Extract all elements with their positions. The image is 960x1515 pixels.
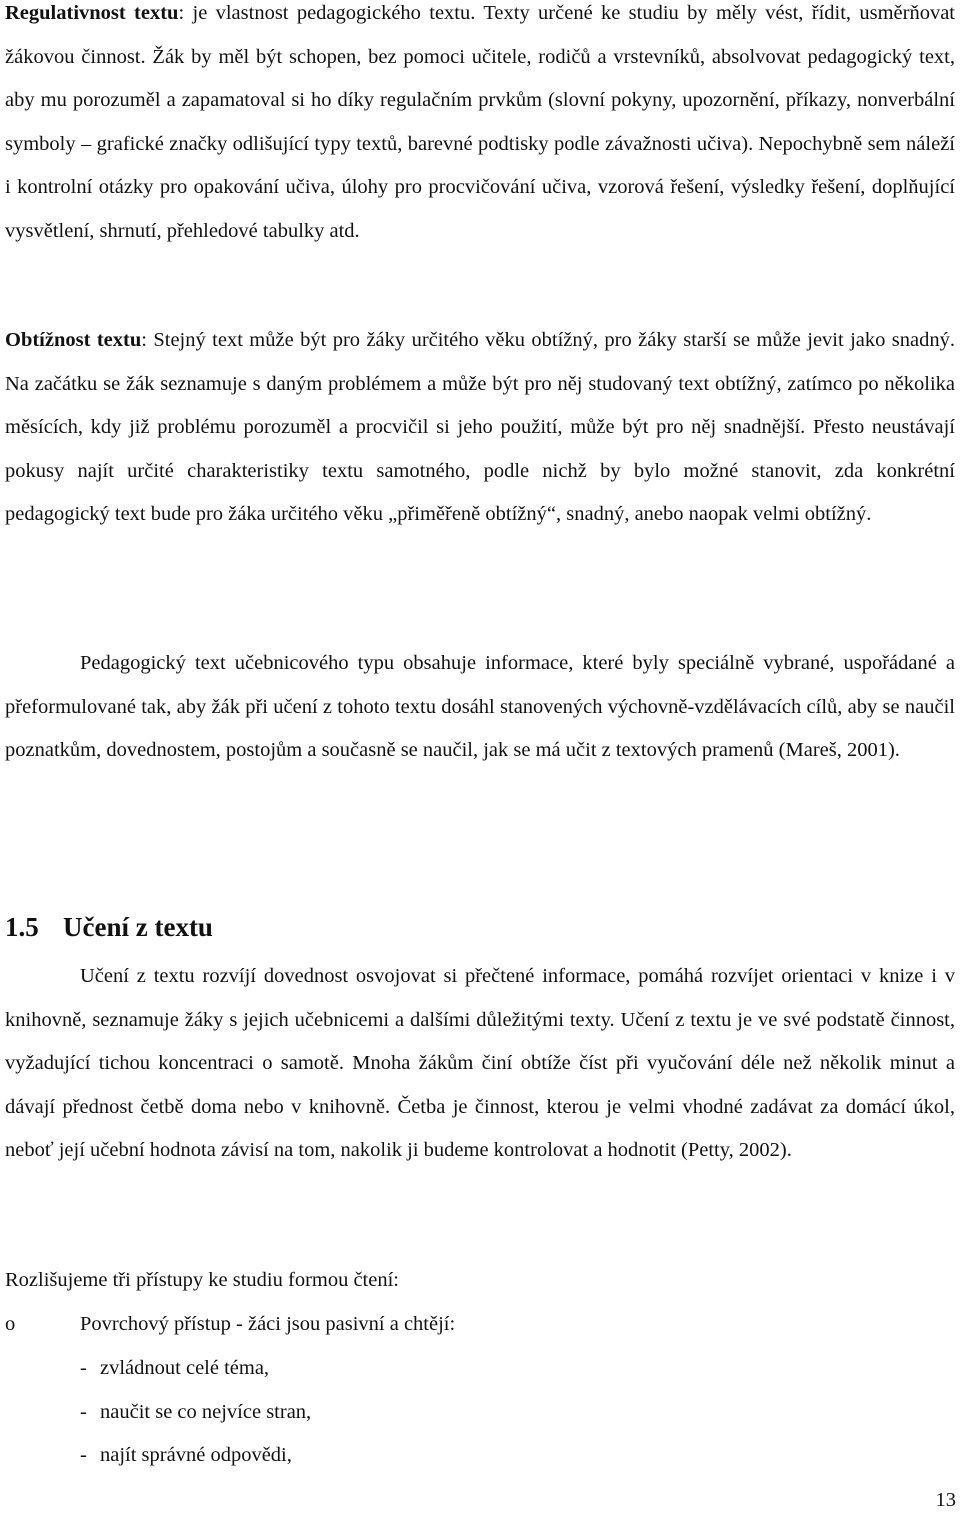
list-item-text: najít správné odpovědi, — [100, 1444, 292, 1467]
list-item — [5, 1303, 955, 1347]
sub-list — [5, 1347, 955, 1478]
list-item-text: Povrchový přístup - žáci jsou pasivní a chtějí: — [80, 1313, 456, 1335]
paragraph-uceni: Učení z textu rozvíjí dovednost osvojovat si přečtené informace, pomáhá rozvíjet orientaci v knize i v knihovně, seznamuje žáky s jejich učebnicemi a dalšími důležitými texty. Učení z textu je ve své podstatě činnost, vyžadující tichou koncentraci o samotě. Mnoha žákům činí obtíže číst při vyučování déle než několik minut a dávají přednost četbě doma nebo v knihovně. Četba je činnost, kterou je velmi vhodné zadávat za domácí úkol, neboť její učební hodnota závisí na tom, nakolik ji budeme kontrolovat a hodnotit (Petty, 2002). — [5, 965, 955, 1162]
section-heading — [5, 907, 213, 947]
term-regulativnost: Regulativnost textu — [5, 2, 179, 24]
list-dash: - — [80, 1357, 87, 1379]
section-number: 1.5 — [5, 912, 39, 942]
page-number: 13 — [935, 1489, 956, 1511]
approach-list — [5, 1303, 955, 1347]
paragraph-regulativnost-text: : je vlastnost pedagogického textu. Texty určené ke studiu by měly vést, řídit, usměrňovat žákovou činnost. Žák by měl být schopen, bez pomoci učitele, rodičů a vrstevníků, absolvovat pedagogický text, aby mu porozuměl a zapamatoval si ho díky regulačním prvkům (slovní pokyny, upozornění, příkazy, nonverbální symboly – grafické značky odlišující typy textů, barevné podtisky podle závažnosti učiva). Nepochybně sem náleží i kontrolní otázky pro opakování učiva, úlohy pro procvičování učiva, vzorová řešení, výsledky řešení, doplňující vysvětlení, shrnutí, přehledové tabulky atd. — [5, 2, 955, 242]
list-dash: - — [80, 1400, 87, 1423]
list-dash: - — [80, 1444, 87, 1467]
list-item-text: zvládnout celé téma, — [100, 1357, 270, 1379]
paragraph-ucebnicovy: Pedagogický text učebnicového typu obsahuje informace, které byly speciálně vybrané, uspořádané a přeformulované tak, aby žák při učení z tohoto textu dosáhl stanovených výchovně-vzdělávacích cílů, aby se naučil poznatkům, dovednostem, postojům a současně se naučil, jak se má učit z textových pramenů (Mareš, 2001). — [5, 652, 955, 762]
paragraph-pristupy: Rozlišujeme tři přístupy ke studiu formou čtení: — [5, 1269, 399, 1291]
list-item — [5, 1434, 955, 1478]
section-title: Učení z textu — [63, 912, 213, 942]
list-item-text: naučit se co nejvíce stran, — [100, 1400, 312, 1423]
paragraph-regulativnost — [5, 0, 955, 254]
list-item — [5, 1391, 955, 1435]
list-bullet: o — [5, 1313, 16, 1335]
term-obtiznost: Obtížnost textu — [5, 329, 142, 351]
paragraph-obtiznost — [5, 319, 955, 537]
paragraph-obtiznost-text: : Stejný text může být pro žáky určitého věku obtížný, pro žáky starší se může jevit jako snadný. Na začátku se žák seznamuje s daným problémem a může být pro něj studovaný text obtížný, zatímco po několika měsících, kdy již problému porozuměl a procvičil si jeho použití, může být pro něj snadnější. Přesto neustávají pokusy najít určité charakteristiky textu samotného, podle nichž by bylo možné stanovit, zda konkrétní pedagogický text bude pro žáka určitého věku „přiměřeně obtížný“, snadný, anebo naopak velmi obtížný. — [5, 329, 955, 526]
list-item — [5, 1347, 955, 1391]
